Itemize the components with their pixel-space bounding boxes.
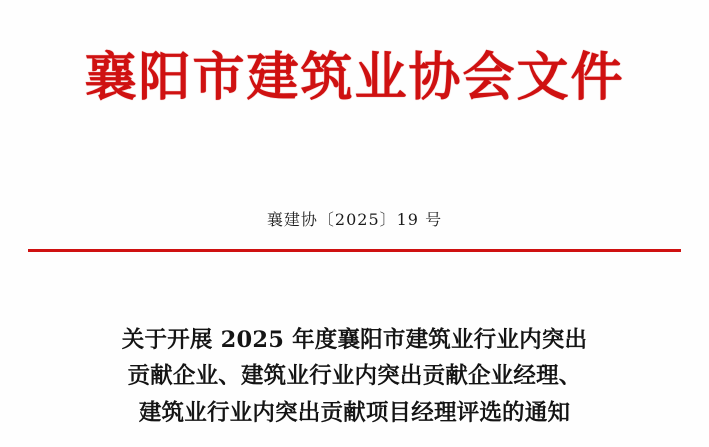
document-title [58, 322, 651, 431]
document-masthead-title: 襄阳市建筑业协会文件 [84, 47, 625, 108]
document-title-line-3: 建筑业行业内突出贡献项目经理评选的通知 [138, 399, 571, 426]
document-title-line-2: 贡献企业、建筑业行业内突出贡献企业经理、 [127, 363, 582, 390]
document-number: 襄建协〔2025〕19 号 [266, 210, 443, 229]
red-horizontal-rule [28, 249, 681, 252]
document-title-line-1: 关于开展 2025 年度襄阳市建筑业行业内突出 [121, 327, 588, 353]
